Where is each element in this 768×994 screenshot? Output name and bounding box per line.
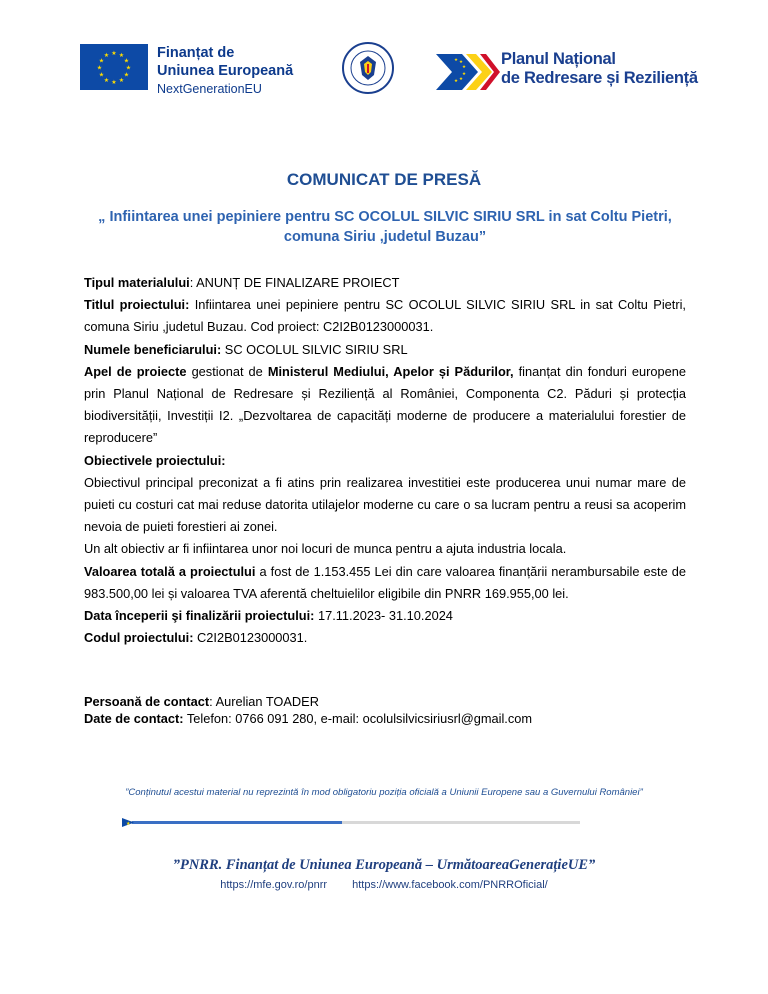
svg-text:★: ★	[111, 79, 117, 86]
contact-person-line	[84, 694, 686, 711]
svg-text:★: ★	[461, 72, 467, 77]
svg-text:★: ★	[111, 50, 117, 57]
svg-text:★: ★	[125, 64, 132, 72]
eu-funding-text	[157, 44, 293, 98]
call-line	[84, 361, 686, 450]
svg-text:★: ★	[461, 65, 467, 70]
objectives-label: Obiectivele proiectului:	[84, 452, 226, 468]
other-objective: Un alt obiectiv ar fi infiintarea unor noi locuri de munca pentru a ajuta industria locala.	[84, 541, 567, 557]
svg-text:★: ★	[118, 52, 125, 59]
contact-details-line	[84, 711, 686, 728]
svg-text:★: ★	[453, 79, 459, 84]
contact-details-label: Date de contact:	[84, 710, 184, 726]
footer-quote: ”PNRR. Finanțat de Uniunea Europeană – UrmătoareaGenerațieUE”	[172, 857, 596, 873]
svg-text:★: ★	[458, 60, 464, 65]
pnrr-logo-icon	[436, 48, 500, 96]
svg-text:★: ★	[453, 58, 459, 63]
call-rest: finanțat din fonduri europene prin Planul Național de Redresare și Reziliență al României, Componenta C2. Păduri și protecția biodiversității, Investiții I2. „Dezvoltarea de capacități moderne de producere a materialului forestier de reproducere”	[84, 363, 686, 446]
eu-line1: Finanțat de	[157, 45, 235, 61]
material-type-label: Tipul materialului	[84, 275, 190, 290]
svg-text:★: ★	[123, 57, 130, 65]
svg-text:★: ★	[458, 77, 464, 82]
beneficiary-line	[84, 339, 686, 361]
svg-text:★: ★	[96, 64, 103, 72]
eu-line2: Uniunea Europeană	[157, 63, 294, 79]
contact-person-value: : Aurelian TOADER	[209, 694, 319, 709]
dates-value: 17.11.2023- 31.10.2024	[314, 608, 453, 624]
government-seal-icon	[342, 42, 394, 94]
pnrr-line2: de Redresare și Reziliență	[501, 69, 698, 87]
material-type-line	[84, 272, 686, 294]
project-title-label: Titlul proiectului:	[84, 297, 190, 313]
svg-text:★: ★	[123, 71, 130, 79]
footer-divider	[122, 814, 580, 827]
contact-details-value: Telefon: 0766 091 280, e-mail: ocolulsilvicsiriusrl@gmail.com	[183, 710, 533, 726]
svg-text:★: ★	[103, 77, 110, 84]
project-title-value: Infiintarea unei pepiniere pentru SC OCOLUL SILVIC SIRIU SRL in sat Coltu Pietri, comuna Siriu ,judetul Buzau. Cod proiect: C2I2B0123000031.	[84, 297, 686, 335]
svg-text:★: ★	[98, 57, 105, 65]
project-subtitle: „ Infiintarea unei pepiniere pentru SC OCOLUL SILVIC SIRIU SRL in sat Coltu Pietri, comuna Siriu ,judetul Buzau”	[98, 209, 672, 245]
svg-text:★: ★	[98, 71, 105, 79]
svg-text:★: ★	[126, 821, 131, 827]
call-label: Apel de proiecte	[84, 363, 187, 379]
code-label: Codul proiectului:	[84, 630, 194, 646]
pnrr-line1: Planul Național	[501, 50, 616, 68]
material-type-value: : ANUNȚ DE FINALIZARE PROIECT	[189, 275, 400, 290]
code-value: C2I2B0123000031.	[193, 630, 308, 646]
contact-person-label: Persoană de contact	[84, 694, 210, 709]
beneficiary-label: Numele beneficiarului:	[84, 341, 222, 357]
facebook-link[interactable]: https://www.facebook.com/PNRROficial/	[352, 879, 548, 891]
main-objective: Obiectivul principal preconizat a fi atins prin realizarea investitiei este producerea unui numar mare de puieti cu costuri cat mai reduse datorita utilajelor moderne cu care o sa lucram pentru a reusi sa acoperim nevoia de puieti forestieri ai zonei.	[84, 474, 686, 535]
eu-line3: NextGenerationEU	[157, 82, 262, 96]
svg-text:★: ★	[118, 77, 125, 84]
eu-flag-icon	[80, 44, 148, 90]
pnrr-text	[501, 50, 698, 88]
footer-links	[0, 879, 768, 891]
page-title: COMUNICAT DE PRESĂ	[286, 170, 482, 189]
objectives-heading	[84, 450, 686, 472]
value-label: Valoarea totală a proiectului	[84, 563, 256, 579]
project-title-line	[84, 294, 686, 338]
value-text: a fost de 1.153.455 Lei din care valoarea finanțării nerambursabile este de 983.500,00 lei și valoarea TVA aferentă cheltuielilor eligibile din PNRR 169.955,00 lei.	[84, 563, 686, 601]
mfe-link[interactable]: https://mfe.gov.ro/pnrr	[220, 879, 328, 891]
project-details	[84, 272, 686, 649]
call-mid: gestionat de	[186, 363, 268, 379]
code-line	[84, 627, 686, 649]
svg-text:★: ★	[103, 52, 110, 59]
contact-block	[84, 694, 686, 727]
dates-label: Data începerii şi finalizării proiectului:	[84, 608, 315, 624]
beneficiary-value: SC OCOLUL SILVIC SIRIU SRL	[221, 341, 408, 357]
value-line	[84, 561, 686, 605]
disclaimer: ”Conținutul acestui material nu reprezintă în mod obligatoriu poziția oficială a Uniunii Europene sau a Guvernului României”	[125, 787, 643, 798]
ministry-name: Ministerul Mediului, Apelor și Pădurilor,	[267, 363, 514, 379]
dates-line	[84, 605, 686, 627]
